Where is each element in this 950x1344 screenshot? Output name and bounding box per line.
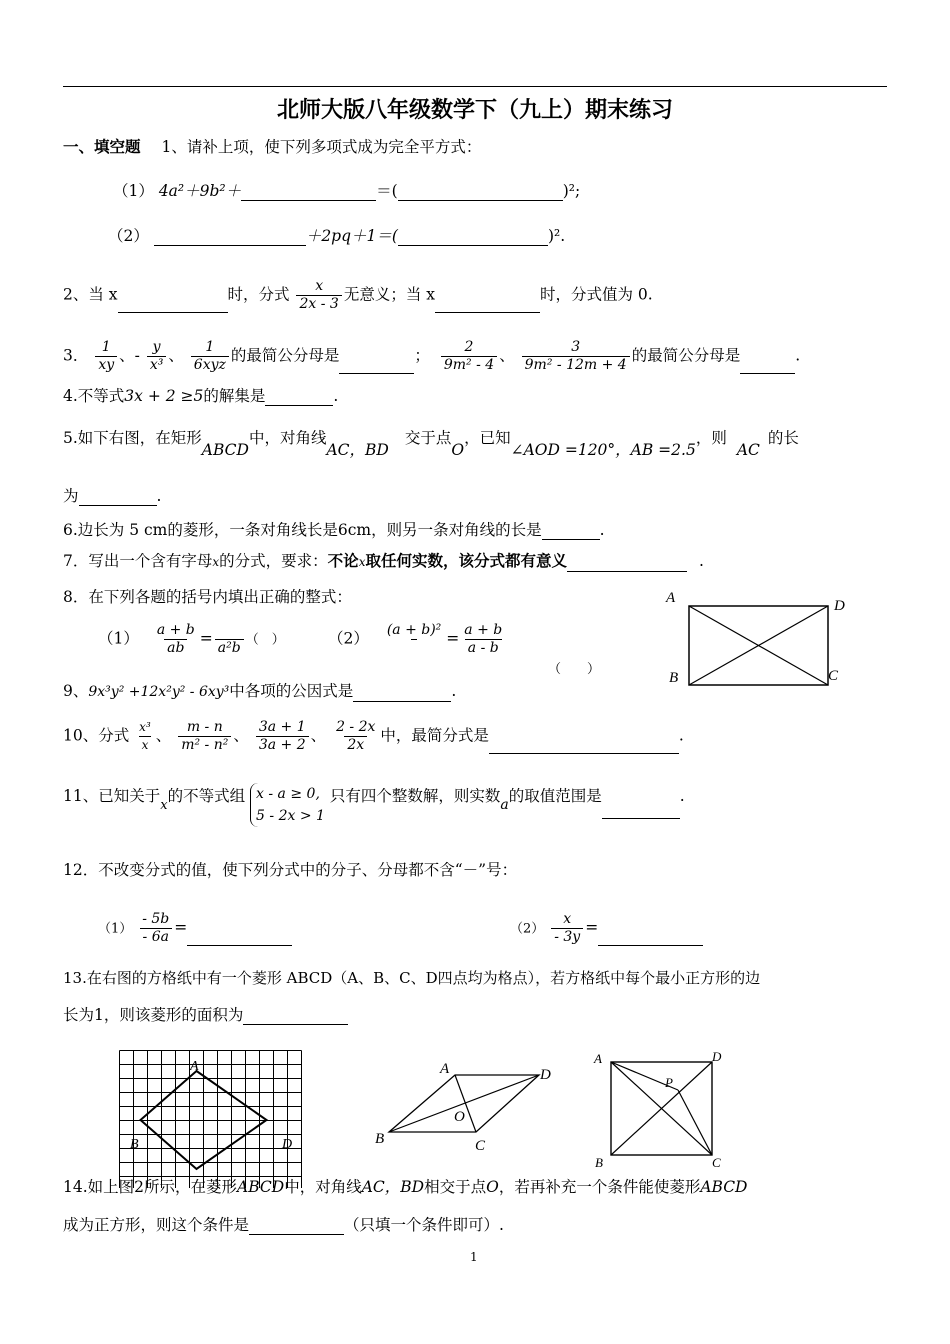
inequality-system: x - a ≥ 0, 5 - 2x > 1 bbox=[250, 783, 325, 827]
answer-blank[interactable] bbox=[79, 489, 157, 506]
rhombus-abcd-figure bbox=[368, 1055, 568, 1155]
answer-blank[interactable] bbox=[249, 1218, 344, 1235]
answer-blank[interactable] bbox=[118, 296, 228, 313]
answer-blank[interactable] bbox=[265, 389, 333, 406]
answer-blank[interactable] bbox=[339, 357, 414, 374]
label-b: B bbox=[130, 1137, 139, 1152]
question-3: 3． $\frac{1}{xy}$ 、- $\frac{y}{\text{x³}}$ 、 $\frac{1}{\text{6xyz}}$ 的最简公分母是 ； $\frac{2}{\text{9m² - 4}}$ 、 $\frac{3}{\text{9m² - 12m + 4}}$ 的最简公分母是 . bbox=[63, 339, 801, 373]
label-a: A bbox=[666, 590, 676, 606]
answer-blank[interactable] bbox=[435, 296, 540, 313]
q1-stem: 1、请补上项，使下列多项式成为完全平方式： bbox=[161, 138, 482, 156]
question-5-cont: 为 . bbox=[63, 487, 162, 505]
square-abcd-p-figure bbox=[588, 1045, 738, 1175]
answer-blank[interactable] bbox=[187, 929, 292, 946]
question-9: 9、9x³y² +12x²y² - 6xy³中各项的公因式是 . bbox=[63, 682, 457, 700]
question-13-line1: 13.在右图的方格纸中有一个菱形 ABCD（A、B、C、D四点均为格点），若方格纸中每个最小正方形的边 bbox=[63, 969, 761, 987]
label-a: A bbox=[594, 1051, 602, 1066]
answer-blank[interactable] bbox=[154, 229, 306, 246]
section-heading: 一、填空题 bbox=[63, 137, 141, 156]
label-a: A bbox=[440, 1061, 450, 1077]
page-title: 北师大版八年级数学下（九上）期末练习 bbox=[276, 98, 673, 123]
page-number: 1 bbox=[470, 1250, 478, 1264]
question-12: 12．不改变分式的值，使下列分式中的分子、分母都不含“－”号： bbox=[63, 861, 518, 879]
question-6: 6.边长为 5 cm的菱形，一条对角线长是6cm，则另一条对角线的长是 . bbox=[63, 521, 605, 539]
answer-blank[interactable] bbox=[489, 737, 679, 754]
label-d: D bbox=[834, 598, 845, 614]
answer-blank[interactable] bbox=[567, 555, 687, 572]
answer-blank[interactable] bbox=[740, 357, 795, 374]
question-5: 5.如下右图，在矩形ABCD中，对角线AC，BD交于点O，已知∠AOD =120°，AB =2.5，则AC的长 bbox=[63, 429, 799, 459]
q1-part2: （2） ＋2pq＋1＝( )². bbox=[108, 227, 566, 245]
label-d: D bbox=[712, 1049, 722, 1064]
rectangle-abcd-figure bbox=[660, 586, 860, 694]
question-10: 10、分式 $\frac{\text{x³}}{x}$ 、 $\frac{m - n}{\text{m² - n²}}$ 、 $\frac{3a + 1}{3a + 2}$ 、 $\frac{2 - 2x}{2x}$ 中，最简分式是 . bbox=[63, 719, 684, 753]
question-1 bbox=[63, 137, 481, 157]
label-b: B bbox=[669, 670, 679, 686]
answer-blank[interactable] bbox=[598, 929, 703, 946]
label-b: B bbox=[375, 1131, 385, 1147]
q12-part1: （1） $\frac{- 5b}{- 6a}$ = bbox=[98, 911, 292, 946]
label-c: C bbox=[712, 1155, 721, 1170]
q8-answer-paren: （ ） bbox=[548, 662, 601, 677]
q8-part2: （2） (a + b)² = $\frac{a + b}{a - b}$ bbox=[328, 622, 503, 656]
answer-blank[interactable] bbox=[243, 1008, 348, 1025]
label-b: B bbox=[595, 1155, 603, 1170]
question-4: 4.不等式3x + 2 ≥5的解集是 . bbox=[63, 387, 339, 405]
grid-rhombus-figure bbox=[112, 1048, 308, 1188]
label-c: C bbox=[828, 668, 839, 684]
question-8: 8．在下列各题的括号内填出正确的整式： bbox=[63, 588, 352, 606]
label-p: P bbox=[665, 1075, 673, 1090]
question-13-line2: 长为1，则该菱形的面积为 bbox=[63, 1005, 348, 1025]
q12-part2: （2） $\frac{x}{- 3y}$ = bbox=[510, 911, 703, 946]
question-14-line1: 14.如上图2所示，在菱形ABCD中，对角线AC，BD相交于点O，若再补充一个条件能使菱形ABCD bbox=[63, 1178, 748, 1196]
question-2: 2、当 x 时，分式 $\frac{x}{2x - 3}$ 无意义；当 x 时，分式值为 0. bbox=[63, 278, 653, 312]
question-14-line2: 成为正方形，则这个条件是 （只填一个条件即可）. bbox=[63, 1216, 504, 1234]
q1-part1: （1） 4a²＋9b²＋ ＝( )²; bbox=[113, 182, 581, 200]
label-o: O bbox=[454, 1109, 465, 1125]
answer-blank[interactable] bbox=[398, 184, 563, 201]
answer-blank[interactable] bbox=[241, 184, 376, 201]
label-a: A bbox=[190, 1059, 199, 1074]
label-d: D bbox=[540, 1067, 551, 1083]
label-c: C bbox=[475, 1138, 486, 1154]
top-rule bbox=[63, 86, 887, 87]
answer-blank[interactable] bbox=[602, 802, 680, 819]
answer-blank[interactable] bbox=[398, 229, 548, 246]
question-11: 11、已知关于x的不等式组 x - a ≥ 0, 5 - 2x > 1 只有四个整数解，则实数a的取值范围是 . bbox=[63, 783, 685, 827]
answer-blank[interactable] bbox=[353, 685, 451, 702]
answer-blank[interactable] bbox=[542, 523, 600, 540]
label-d: D bbox=[282, 1137, 293, 1152]
question-7: 7．写出一个含有字母x的分式，要求：不论x取任何实数，该分式都有意义 . bbox=[63, 551, 704, 570]
q8-part1: （1） $\frac{a + b}{ab}$ = a²b （ ） bbox=[98, 622, 285, 656]
